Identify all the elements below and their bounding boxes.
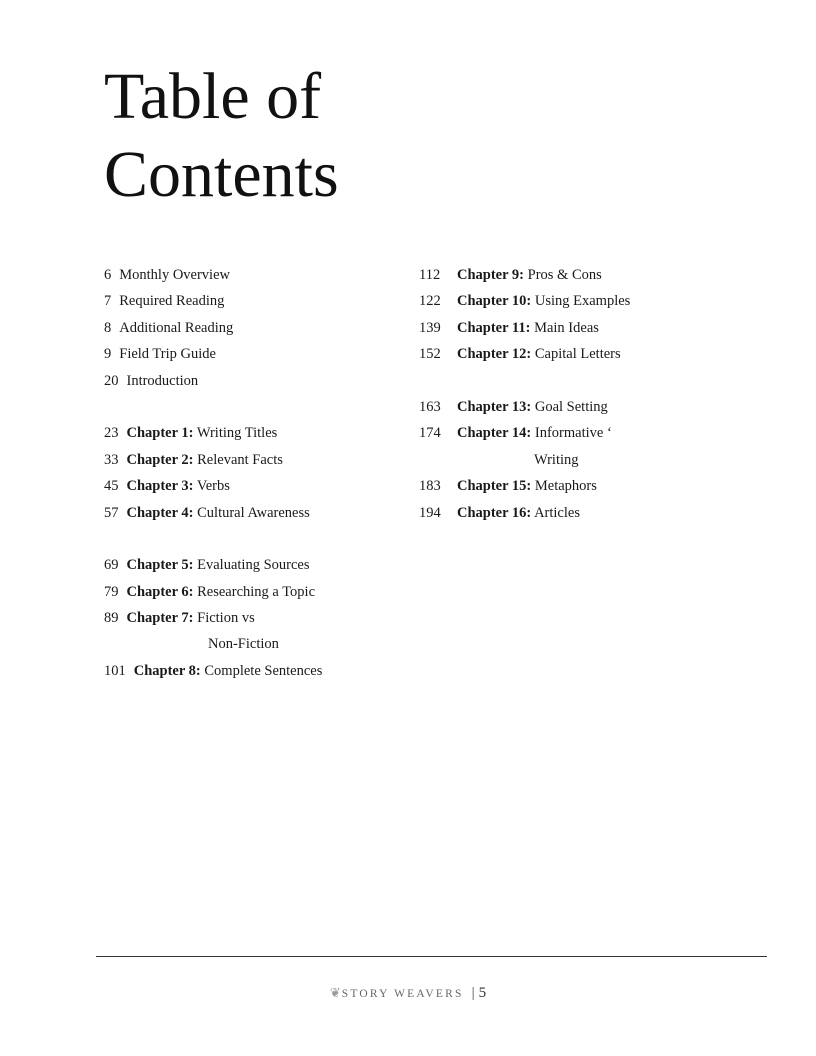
- toc-label-continued: Non-Fiction: [208, 636, 279, 653]
- toc-label: Metaphors: [534, 478, 597, 495]
- toc-page-number: 33: [104, 451, 119, 468]
- toc-page-number: 6: [104, 267, 112, 283]
- toc-entry-monthly-overview[interactable]: [104, 262, 404, 288]
- toc-chapter-label: Chapter 5:: [126, 557, 194, 574]
- toc-entry-chapter-7-continued: [104, 631, 404, 657]
- toc-chapter-label: Chapter 7:: [126, 610, 194, 627]
- toc-entry-chapter-14[interactable]: [419, 420, 739, 446]
- toc-page-number: 45: [104, 478, 119, 495]
- page-footer: [0, 984, 816, 1002]
- toc-label: Cultural Awareness: [197, 504, 310, 521]
- toc-entry-chapter-2[interactable]: [104, 447, 404, 473]
- toc-page-number: 23: [104, 425, 119, 442]
- toc-page-number: 20: [104, 372, 119, 389]
- toc-right-column: [419, 262, 739, 526]
- toc-label: Pros & Cons: [527, 267, 602, 283]
- toc-page-number: 101: [104, 662, 126, 679]
- toc-chapter-label: Chapter 11:: [457, 319, 531, 336]
- toc-chapter-label: Chapter 13:: [457, 398, 532, 415]
- brand-wordmark: STORY WEAVERS: [341, 988, 464, 1000]
- toc-page-number: 9: [104, 346, 112, 363]
- toc-page-number: 163: [419, 398, 441, 415]
- toc-page-number: 174: [419, 425, 441, 442]
- footer-divider: [96, 956, 767, 957]
- toc-page-number: 7: [104, 293, 112, 310]
- toc-entry-chapter-5[interactable]: [104, 552, 404, 578]
- toc-chapter-label: Chapter 10:: [457, 293, 532, 310]
- toc-page-number: 139: [419, 319, 441, 336]
- toc-page-number: 122: [419, 293, 441, 310]
- toc-label: Evaluating Sources: [197, 557, 310, 574]
- toc-chapter-label: Chapter 12:: [457, 346, 532, 363]
- toc-label: Using Examples: [534, 293, 631, 310]
- toc-chapter-label: Chapter 6:: [126, 583, 194, 600]
- title-line-2: Contents: [104, 138, 339, 211]
- toc-entry-chapter-16[interactable]: [419, 500, 739, 526]
- toc-label: Informative ‘: [534, 425, 612, 442]
- toc-page-number: 152: [419, 346, 441, 363]
- toc-chapter-label: Chapter 8:: [133, 662, 201, 679]
- toc-page-number: 79: [104, 583, 119, 600]
- toc-entry-chapter-15[interactable]: [419, 473, 739, 499]
- toc-entry-chapter-3[interactable]: [104, 473, 404, 499]
- toc-entry-chapter-11[interactable]: [419, 315, 739, 341]
- toc-label: Goal Setting: [534, 398, 608, 415]
- toc-entry-chapter-13[interactable]: [419, 394, 739, 420]
- toc-chapter-label: Chapter 2:: [126, 451, 194, 468]
- toc-entry-chapter-8[interactable]: [104, 658, 404, 684]
- toc-group-gap: [104, 526, 404, 552]
- toc-label: Researching a Topic: [197, 583, 316, 600]
- toc-label: Verbs: [196, 478, 230, 495]
- toc-group-gap: [419, 368, 739, 394]
- toc-entry-additional-reading[interactable]: [104, 315, 404, 341]
- toc-entry-chapter-12[interactable]: [419, 341, 739, 367]
- toc-entry-field-trip-guide[interactable]: [104, 341, 404, 367]
- toc-entry-chapter-10[interactable]: [419, 288, 739, 314]
- toc-label: Articles: [534, 504, 580, 521]
- toc-label-continued: Writing: [534, 451, 579, 468]
- toc-chapter-label: Chapter 14:: [457, 425, 532, 442]
- leaf-icon: ❦: [329, 985, 341, 1000]
- toc-group-gap: [104, 394, 404, 420]
- toc-entry-required-reading[interactable]: [104, 288, 404, 314]
- toc-page-number: 69: [104, 557, 119, 574]
- toc-label: Relevant Facts: [197, 451, 283, 468]
- toc-label: Complete Sentences: [204, 662, 323, 679]
- toc-page-number: 183: [419, 478, 441, 495]
- toc-label: Introduction: [126, 372, 199, 389]
- toc-entry-chapter-7[interactable]: [104, 605, 404, 631]
- toc-chapter-label: Chapter 16:: [457, 504, 532, 521]
- toc-label: Writing Titles: [196, 425, 278, 442]
- toc-page-number: 89: [104, 610, 119, 627]
- toc-label: Capital Letters: [534, 346, 621, 363]
- toc-label: Additional Reading: [119, 319, 234, 336]
- toc-page-number: 8: [104, 319, 112, 336]
- toc-page-number: 57: [104, 504, 119, 521]
- page-title: [104, 58, 339, 214]
- toc-entry-chapter-4[interactable]: [104, 500, 404, 526]
- toc-entry-chapter-1[interactable]: [104, 420, 404, 446]
- toc-entry-introduction[interactable]: [104, 368, 404, 394]
- toc-label: Fiction vs: [197, 610, 255, 627]
- toc-entry-chapter-6[interactable]: [104, 579, 404, 605]
- toc-chapter-label: Chapter 15:: [457, 478, 532, 495]
- toc-label: Monthly Overview: [119, 267, 230, 283]
- toc-page-number: 194: [419, 504, 441, 521]
- toc-entry-chapter-14-continued: [419, 447, 739, 473]
- toc-label: Main Ideas: [534, 319, 599, 336]
- toc-entry-chapter-9[interactable]: [419, 262, 739, 288]
- title-line-1: Table of: [104, 60, 322, 133]
- footer-separator: |: [471, 985, 475, 1001]
- toc-label: Required Reading: [119, 293, 225, 310]
- toc-chapter-label: Chapter 3:: [126, 478, 194, 495]
- toc-chapter-label: Chapter 4:: [126, 504, 194, 521]
- toc-chapter-label: Chapter 1:: [126, 425, 194, 442]
- toc-chapter-label: Chapter 9:: [457, 267, 524, 283]
- toc-left-column: [104, 262, 404, 684]
- toc-page-number: 112: [419, 267, 441, 283]
- page-number: 5: [478, 985, 487, 1001]
- toc-label: Field Trip Guide: [119, 346, 216, 363]
